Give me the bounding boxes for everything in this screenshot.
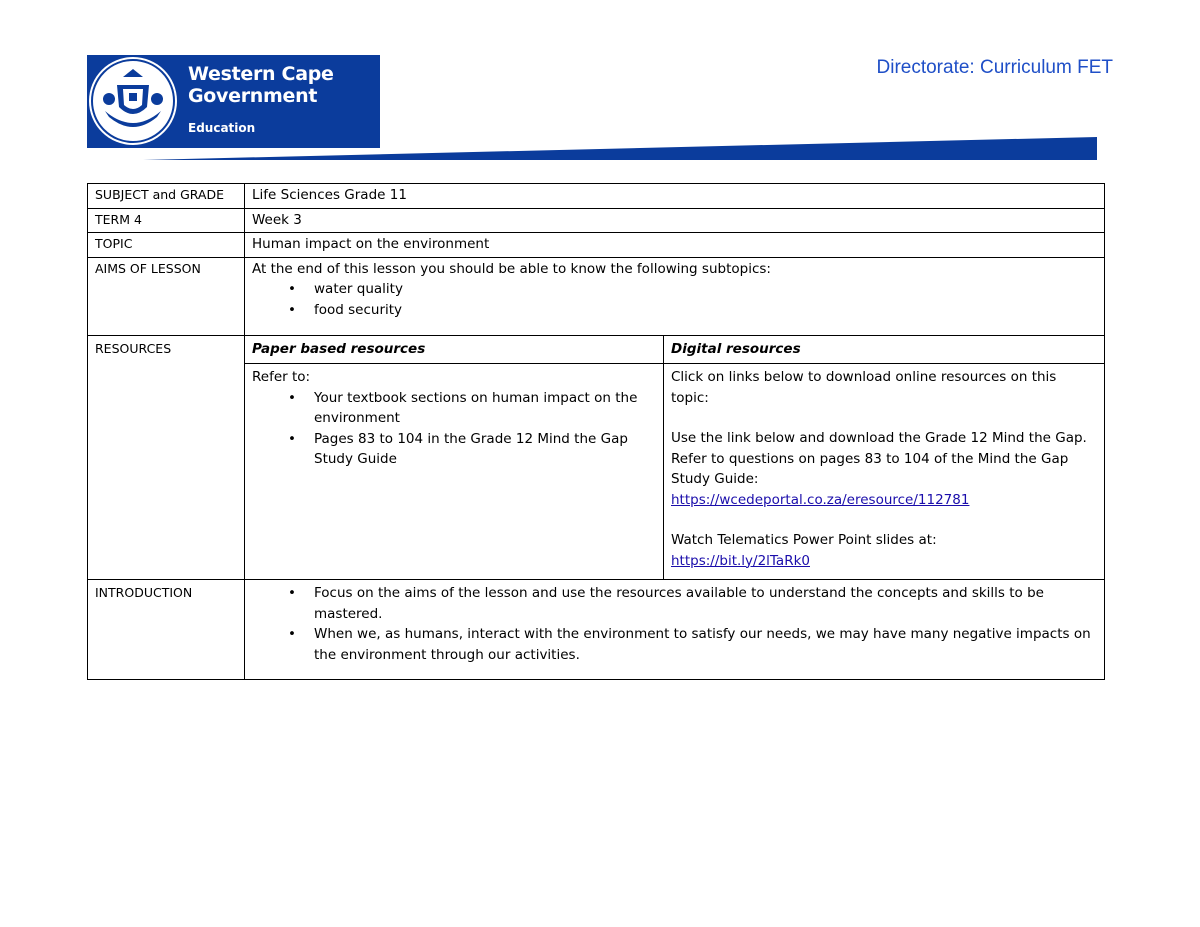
telematics-link[interactable]: https://bit.ly/2lTaRk0	[671, 552, 810, 569]
term-value: Week 3	[245, 208, 1105, 233]
paper-intro: Refer to:	[252, 369, 311, 385]
digital-resources-heading	[664, 335, 1105, 364]
list-item: • Your textbook sections on human impact on the environment	[314, 388, 656, 429]
aims-intro: At the end of this lesson you should be able to know the following subtopics:	[252, 260, 771, 277]
list-item: • Focus on the aims of the lesson and use the resources available to understand the concepts and skills to be mastered.	[314, 583, 1097, 624]
aims-label: AIMS OF LESSON	[88, 257, 245, 335]
paper-resources-heading	[245, 335, 664, 364]
topic-value: Human impact on the environment	[245, 233, 1105, 258]
list-item: • food security	[314, 300, 1097, 321]
table-row	[88, 208, 1105, 233]
table-row	[88, 580, 1105, 680]
paper-resources-cell	[245, 364, 664, 580]
list-item: • When we, as humans, interact with the environment to satisfy our needs, we may have many negative impacts on the environment through our activities.	[314, 624, 1097, 665]
term-label: TERM 4	[88, 208, 245, 233]
table-row	[88, 184, 1105, 209]
paper-heading-text: Paper based resources	[252, 340, 426, 357]
topic-label: TOPIC	[88, 233, 245, 258]
introduction-label: INTRODUCTION	[88, 580, 245, 680]
directorate-title: Directorate: Curriculum FET	[876, 57, 1113, 78]
paper-list	[252, 388, 656, 470]
digital-resources-cell	[664, 364, 1105, 580]
subject-label: SUBJECT and GRADE	[88, 184, 245, 209]
aims-cell	[245, 257, 1105, 335]
subject-value: Life Sciences Grade 11	[245, 184, 1105, 209]
logo-department: Education	[188, 121, 256, 135]
lesson-plan-table	[87, 183, 1105, 680]
digital-heading-text: Digital resources	[671, 340, 801, 357]
table-row	[88, 233, 1105, 258]
resources-label: RESOURCES	[88, 335, 245, 580]
aims-list	[252, 279, 1097, 320]
table-row	[88, 335, 1105, 364]
telematics-text: Watch Telematics Power Point slides at:	[671, 532, 937, 548]
introduction-cell	[245, 580, 1105, 680]
wcg-logo	[87, 55, 380, 148]
mind-gap-link[interactable]: https://wcedeportal.co.za/eresource/112781	[671, 491, 970, 508]
introduction-list	[252, 583, 1097, 665]
digital-intro: Click on links below to download online resources on this topic:	[671, 369, 1057, 406]
logo-name-line1: Western Cape	[188, 63, 334, 85]
list-item: • water quality	[314, 279, 1097, 300]
list-item: • Pages 83 to 104 in the Grade 12 Mind the Gap Study Guide	[314, 429, 656, 470]
mind-gap-text: Use the link below and download the Grade 12 Mind the Gap. Refer to questions on pages 83 to 104 of the Mind the Gap Study Guide:	[671, 430, 1087, 487]
logo-name-line2: Government	[188, 85, 318, 107]
logo-wordmark	[188, 63, 334, 107]
coat-of-arms-icon	[87, 55, 180, 148]
table-row	[88, 257, 1105, 335]
